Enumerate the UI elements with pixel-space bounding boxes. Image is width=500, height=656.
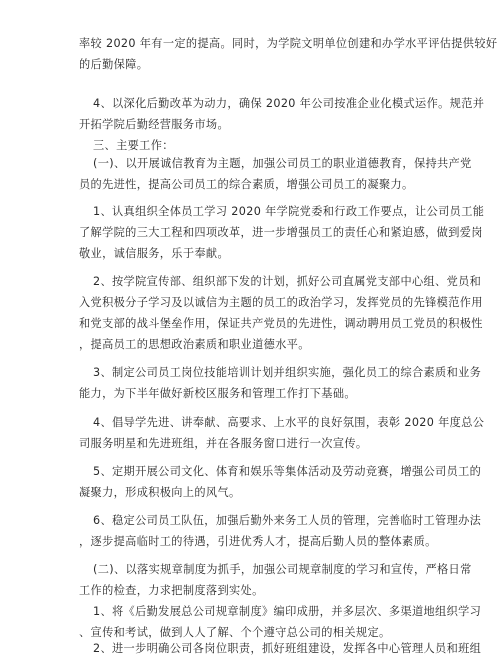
text-line: ，逐步提高临时工的待遇，引进优秀人才，提高后勤人员的整体素质。 xyxy=(79,535,437,548)
text-line: 司服务明星和先进班组，并在各服务窗口进行一次宣传。 xyxy=(79,437,368,450)
text-line: 6、稳定公司员工队伍，加强后勤外来务工人员的管理，完善临时工管理办法 xyxy=(93,514,482,527)
text-line: 2、按学院宣传部、组织部下发的计划，抓好公司直属党支部中心组、党员和 xyxy=(93,275,482,288)
text-line: 敬业，诚信服务，乐于奉献。 xyxy=(79,247,229,260)
text-line: 5、定期开展公司文化、体育和娱乐等集体活动及劳动竞赛，增强公司员工的 xyxy=(93,465,482,478)
text-line: 4、倡导学先进、讲奉献、高要求、上水平的良好氛围，表彰 2020 年度总公 xyxy=(93,416,485,429)
text-line: 和党支部的战斗堡垒作用，保证共产党员的先进性，调动聘用员工党员的积极性 xyxy=(79,317,483,330)
text-line: 能力，为下半年做好新校区服务和管理工作打下基础。 xyxy=(79,387,356,400)
text-line: 了解学院的三大工程和四项改革，进一步增强员工的责任心和紧迫感，做到爱岗 xyxy=(79,226,483,239)
text-line: (二)、以落实规章制度为抓手，加强公司规章制度的学习和宣传，严格日常 xyxy=(93,563,472,576)
text-line: 1、认真组织全体员工学习 2020 年学院党委和行政工作要点，让公司员工能 xyxy=(93,205,485,218)
text-line: 凝聚力，形成积极向上的风气。 xyxy=(79,486,241,499)
text-line: (一)、以开展诚信教育为主题，加强公司员工的职业道德教育，保持共产党 xyxy=(93,157,472,170)
text-line: 入党积极分子学习及以诚信为主题的员工的政治学习，发挥党员的先锋模范作用 xyxy=(79,296,483,309)
text-line: 的后勤保障。 xyxy=(79,58,149,71)
text-line: 开拓学院后勤经营服务市场。 xyxy=(79,118,229,131)
text-line: 率较 2020 年有一定的提高。同时，为学院文明单位创建和办学水平评估提供较好 xyxy=(79,37,498,50)
text-line: 员的先进性，提高公司员工的综合素质，增强公司员工的凝聚力。 xyxy=(79,178,414,191)
text-line: 3、制定公司员工岗位技能培训计划并组织实施，强化员工的综合素质和业务 xyxy=(93,366,482,379)
text-line: 4、以深化后勤改革为动力，确保 2020 年公司按准企业化模式运作。规范并 xyxy=(93,97,485,110)
text-line: 工作的检查，力求把制度落到实处。 xyxy=(79,584,264,597)
text-line: 1、将《后勤发展总公司规章制度》编印成册，并多层次、多渠道地组织学习 xyxy=(93,605,482,618)
text-line: ，提高员工的思想政治素质和职业道德水平。 xyxy=(79,338,310,351)
section-heading: 三、主要工作： xyxy=(93,139,174,152)
text-line: 2、进一步明确公司各岗位职责，抓好班组建设，发挥各中心管理人员和班组 xyxy=(93,642,482,655)
text-line: 、宣传和考试，做到人人了解、个个遵守总公司的相关规定。 xyxy=(79,626,391,639)
